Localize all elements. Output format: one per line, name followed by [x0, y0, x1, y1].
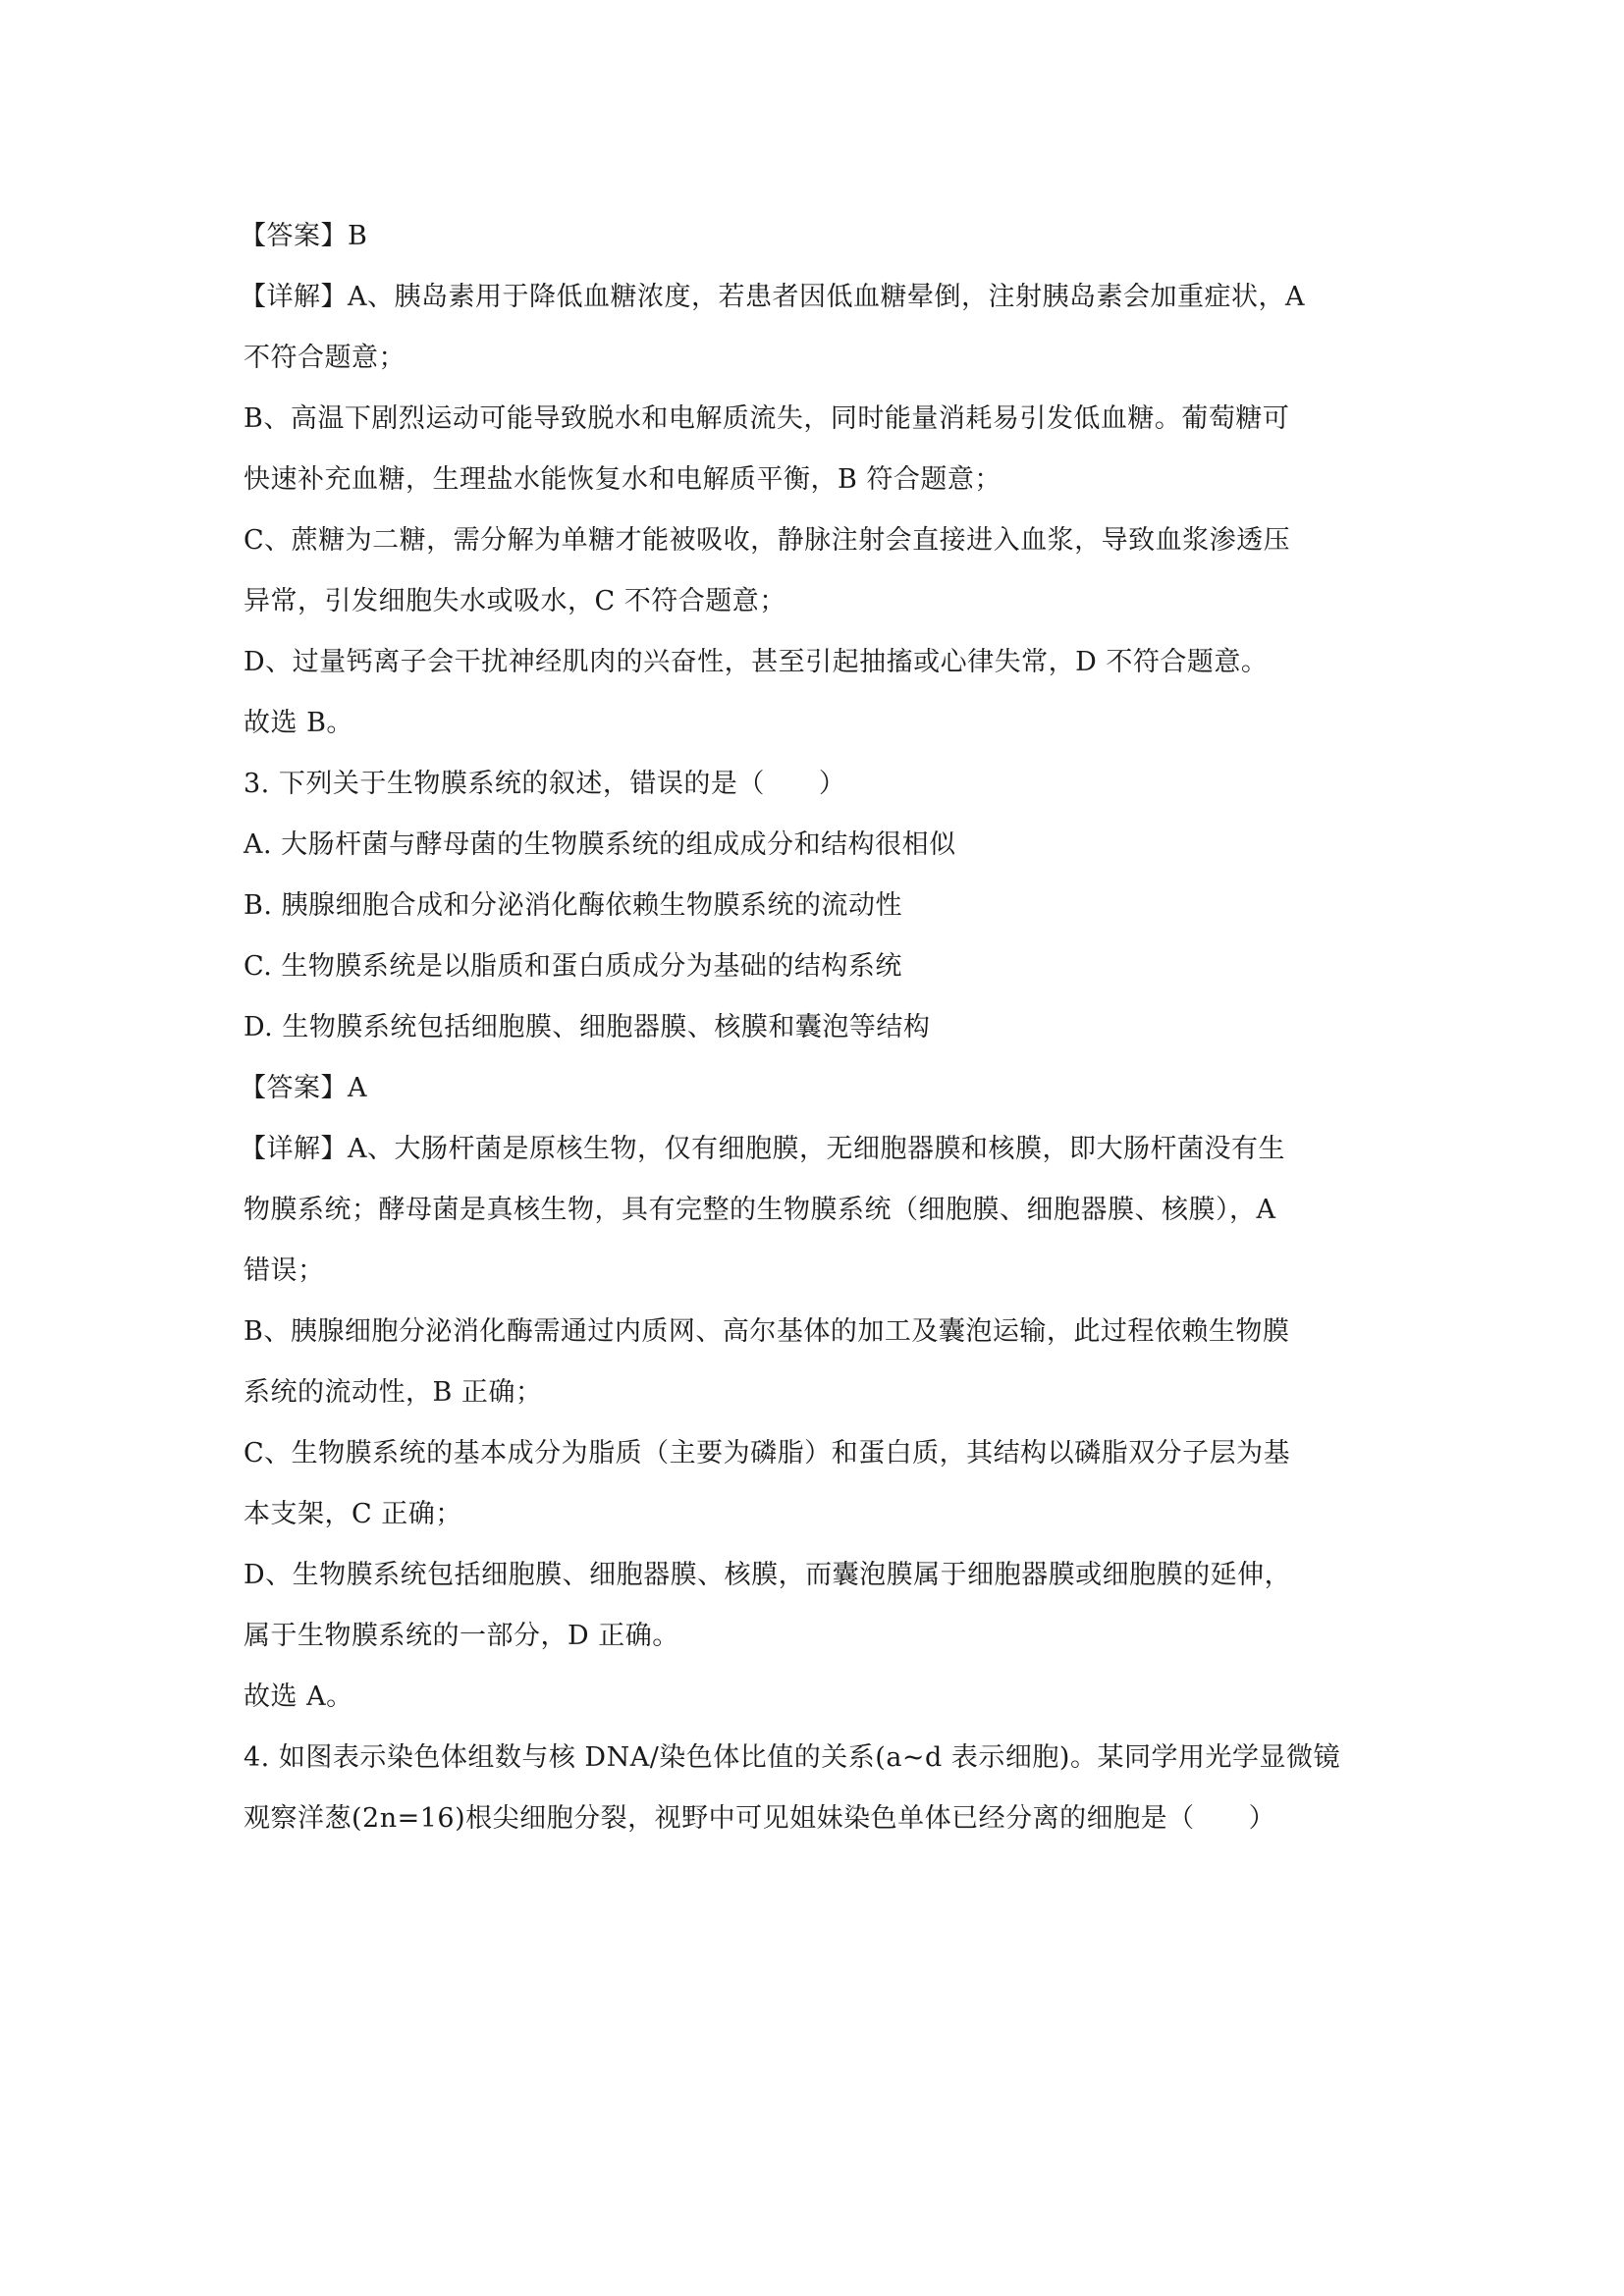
- conclusion-line: 故选 A。: [244, 1682, 353, 1712]
- explanation-line: 异常，引发细胞失水或吸水，C 不符合题意；: [244, 586, 786, 616]
- answer-line-q3: 【答案】A: [240, 1073, 367, 1103]
- explanation-line: 不符合题意；: [244, 343, 406, 373]
- explanation-line: D、过量钙离子会干扰神经肌肉的兴奋性，甚至引起抽搐或心律失常，D 不符合题意。: [244, 647, 1269, 677]
- explanation-line: 【详解】A、胰岛素用于降低血糖浓度，若患者因低血糖晕倒，注射胰岛素会加重症状，A: [240, 282, 1305, 312]
- question-stem-q4-cont: 观察洋葱(2n=16)根尖细胞分裂，视野中可见姐妹染色单体已经分离的细胞是（ ）: [244, 1803, 1276, 1834]
- explanation-line: 错误；: [244, 1255, 325, 1286]
- explanation-line: 属于生物膜系统的一部分，D 正确。: [244, 1621, 679, 1651]
- explanation-line: C、蔗糖为二糖，需分解为单糖才能被吸收，静脉注射会直接进入血浆，导致血浆渗透压: [244, 525, 1291, 556]
- option-c: C. 生物膜系统是以脂质和蛋白质成分为基础的结构系统: [244, 951, 902, 982]
- explanation-line: 快速补充血糖，生理盐水能恢复水和电解质平衡，B 符合题意；: [244, 464, 1001, 495]
- explanation-line: C、生物膜系统的基本成分为脂质（主要为磷脂）和蛋白质，其结构以磷脂双分子层为基: [244, 1438, 1291, 1468]
- answer-line-q2: 【答案】B: [240, 221, 368, 251]
- explanation-line: 系统的流动性，B 正确；: [244, 1377, 543, 1408]
- option-b: B. 胰腺细胞合成和分泌消化酶依赖生物膜系统的流动性: [244, 890, 903, 921]
- option-d: D. 生物膜系统包括细胞膜、细胞器膜、核膜和囊泡等结构: [244, 1012, 931, 1042]
- explanation-line: B、高温下剧烈运动可能导致脱水和电解质流失，同时能量消耗易引发低血糖。葡萄糖可: [244, 403, 1290, 434]
- explanation-line: D、生物膜系统包括细胞膜、细胞器膜、核膜，而囊泡膜属于细胞器膜或细胞膜的延伸，: [244, 1560, 1292, 1590]
- explanation-line: B、胰腺细胞分泌消化酶需通过内质网、高尔基体的加工及囊泡运输，此过程依赖生物膜: [244, 1316, 1290, 1347]
- explanation-line: 本支架，C 正确；: [244, 1499, 462, 1529]
- conclusion-line: 故选 B。: [244, 708, 353, 738]
- explanation-line: 物膜系统；酵母菌是真核生物，具有完整的生物膜系统（细胞膜、细胞器膜、核膜），A: [244, 1195, 1276, 1225]
- explanation-line: 【详解】A、大肠杆菌是原核生物，仅有细胞膜，无细胞器膜和核膜，即大肠杆菌没有生: [240, 1134, 1285, 1164]
- question-stem-q3: 3. 下列关于生物膜系统的叙述，错误的是（ ）: [244, 769, 846, 799]
- question-stem-q4: 4. 如图表示染色体组数与核 DNA/染色体比值的关系(a~d 表示细胞)。某同学用光学显微镜: [244, 1742, 1340, 1773]
- option-a: A. 大肠杆菌与酵母菌的生物膜系统的组成成分和结构很相似: [244, 829, 956, 860]
